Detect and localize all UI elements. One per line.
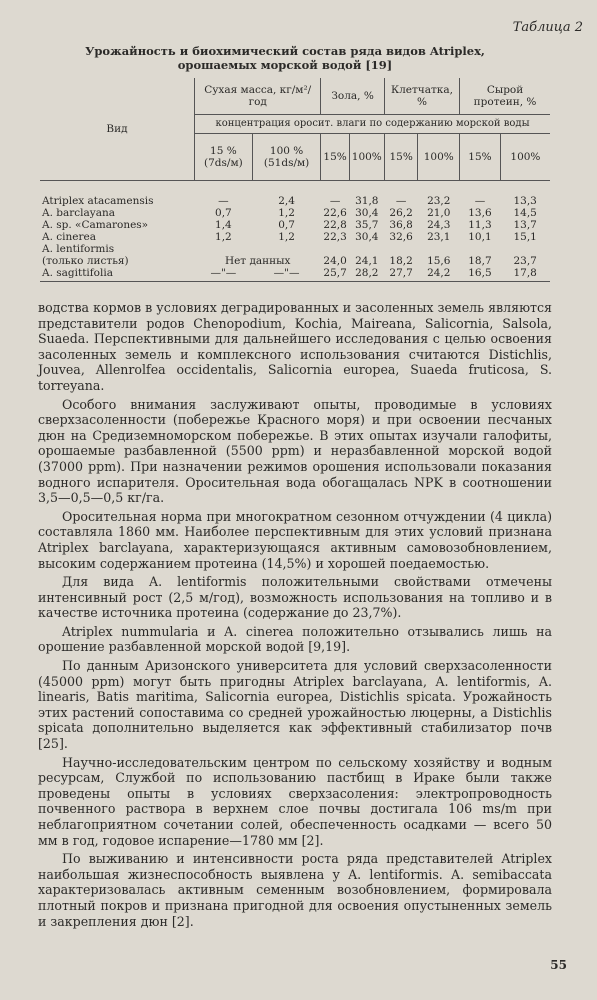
ash-header: Зола, % [321, 78, 384, 115]
species-name: A. barclayana [42, 207, 115, 219]
paragraph: водства кормов в условиях деградированных и засоленных земель являются представители родов Chenopodium, Kochia, Maireana, Salicornia, Salsola, Suaeda. Перспективными для дальнейшего исследования с целью освоения засоленных земель и комплексного использования считаются Distichlis, Jouvea, Allenrolfea occidentalis, Salicornia europea, Suaeda fruticosa, S. torreyana. [38, 300, 552, 393]
table-header-row [40, 78, 550, 115]
table-cell: 24,1 [355, 255, 379, 267]
table-cell: 16,5 [468, 267, 492, 279]
table-cell: 15,6 [427, 255, 451, 267]
table-row [40, 219, 550, 231]
table-cell: 23,7 [513, 255, 537, 267]
table-cell: 1,2 [278, 207, 295, 219]
protein-header: Сырой протеин, % [460, 78, 550, 115]
table-cell: 28,2 [355, 267, 379, 279]
fiber-header: Клетчатка, % [384, 78, 459, 115]
column-header: 15% [321, 134, 349, 181]
species-name: A. lentiformis [42, 243, 115, 255]
column-header: 15% [460, 134, 501, 181]
concentration-subheader: концентрация оросит. влаги по содержанию морской воды [195, 115, 551, 134]
table-label: Таблица 2 [512, 20, 583, 35]
species-name: Atriplex atacamensis [42, 195, 154, 207]
table-row [40, 243, 550, 255]
table-cell: 18,7 [468, 255, 492, 267]
table-cell: 10,1 [468, 231, 492, 243]
table-cell: 26,2 [389, 207, 413, 219]
table-cell: 24,2 [427, 267, 451, 279]
table-cell: —"— [273, 267, 300, 279]
paragraph: По данным Аризонского университета для условий сверхзасоленности (45000 ppm) могут быть пригодны Atriplex barclayana, A. lentiformis, A. linearis, Batis maritima, Salicornia europea, Distichlis spicata. Урожайность этих растений сопоставима со средней урожайностью люцерны, а Distichlis spicata дополнительно выделяется как эффективный стабилизатор почв [25]. [38, 658, 552, 752]
table-row [40, 267, 550, 279]
table-row [40, 207, 550, 219]
table-cell: 27,7 [389, 267, 413, 279]
table-cell: 17,8 [513, 267, 537, 279]
table-cell: 23,1 [427, 231, 451, 243]
paragraph: Научно-исследовательским центром по сельскому хозяйству и водным ресурсам, Службой по использованию пастбищ в Ираке были также проведены опыты в условиях сверхзасоления: электропроводность почвенного раствора в верхнем слое почвы достигала 106 ms/m при неблагоприятном сочетании солей, обеспеченность осадками — всего 50 мм в год, годовое испарение—1780 мм [2]. [38, 754, 552, 848]
table-cell: 1,2 [278, 231, 295, 243]
table-cell: 35,7 [355, 219, 379, 231]
table-cell: 18,2 [389, 255, 413, 267]
paragraph: Atriplex nummularia и A. cinerea положительно отзывались лишь на орошение разбавленной морской водой [9,19]. [38, 623, 552, 655]
table-cell: 21,0 [427, 207, 451, 219]
table-cell: 14,5 [513, 207, 537, 219]
species-name: A. cinerea [42, 231, 96, 243]
table-cell: 25,7 [323, 267, 347, 279]
column-header: 15% [384, 134, 418, 181]
table-title: Урожайность и биохимический состав ряда видов Atriplex, орошаемых морской водой [19] [85, 44, 485, 72]
page-number: 55 [550, 958, 567, 972]
species-column-header: Вид [40, 78, 195, 181]
paragraph: По выживанию и интенсивности роста ряда представителей Atriplex наибольшая жизнеспособность выявлена у A. lentiformis. A. semibaccata характеризовалась активным семенным возобновлением, формировала плотный покров и признана пригодной для освоения опустыненных земель и закрепления дюн [2]. [38, 851, 552, 929]
table-cell: 22,3 [323, 231, 347, 243]
table-cell: 24,0 [323, 255, 347, 267]
table-cell: 1,2 [215, 231, 232, 243]
table-row [40, 231, 550, 243]
column-header: 15 % (7ds/м) [195, 134, 253, 181]
table-cell: 23,2 [427, 195, 451, 207]
table-cell: 13,7 [513, 219, 537, 231]
paragraph: Оросительная норма при многократном сезонном отчуждении (4 цикла) составляла 1860 мм. Наиболее перспективным для этих условий признана Atriplex barclayana, характеризующаяся активным самовозобновлением, высоким содержанием протеина (14,5%) и хорошей поедаемостью. [38, 508, 552, 571]
column-header: 100% [500, 134, 550, 181]
table-cell: 30,4 [355, 207, 379, 219]
table-cell: 30,4 [355, 231, 379, 243]
table-cell: —"— [210, 267, 237, 279]
table-cell: 24,3 [427, 219, 451, 231]
table-cell: — [474, 195, 486, 207]
table-cell: 22,8 [323, 219, 347, 231]
table-cell: 13,3 [513, 195, 537, 207]
table-cell: — [395, 195, 407, 207]
body-text [38, 300, 552, 932]
species-name: A. sagittifolia [42, 267, 113, 279]
no-data-cell: Нет данных [224, 255, 291, 267]
dry-mass-header: Сухая масса, кг/м²/год [195, 78, 321, 115]
table-cell: 1,4 [215, 219, 232, 231]
table-cell: 0,7 [278, 219, 295, 231]
table-cell: 2,4 [278, 195, 295, 207]
column-header: 100% [418, 134, 460, 181]
species-name: (только листья) [42, 255, 129, 267]
column-header: 100% [349, 134, 384, 181]
table-cell: 11,3 [468, 219, 492, 231]
table-cell: 0,7 [215, 207, 232, 219]
species-name: A. sp. «Camarones» [42, 219, 149, 231]
table-cell: 15,1 [513, 231, 537, 243]
table-cell: — [218, 195, 229, 207]
table-cell: 31,8 [355, 195, 379, 207]
table-cell: — [329, 195, 341, 207]
data-table [40, 78, 550, 282]
table-row [40, 195, 550, 207]
table-row [40, 255, 550, 267]
table-cell: 22,6 [323, 207, 347, 219]
paragraph: Для вида A. lentiformis положительными свойствами отмечены интенсивный рост (2,5 м/год), возможность использования на топливо и в качестве источника протеина (содержание до 23,7%). [38, 574, 552, 621]
paragraph: Особого внимания заслуживают опыты, проводимые в условиях сверхзасоленности (побережье Красного моря) и при освоении песчаных дюн на Средиземноморском побережье. В этих опытах изучали галофиты, орошаемые разбавленной (5500 ppm) и неразбавленной морской водой (37000 ppm). При назначении режимов орошения использовали показания водного испарителя. Оросительная вода обогащалась NPK в соотношении 3,5—0,5—0,5 кг/га. [38, 396, 552, 506]
table-cell: 36,8 [389, 219, 413, 231]
table-cell: 32,6 [389, 231, 413, 243]
column-header: 100 % (51ds/м) [252, 134, 321, 181]
table-cell: 13,6 [468, 207, 492, 219]
